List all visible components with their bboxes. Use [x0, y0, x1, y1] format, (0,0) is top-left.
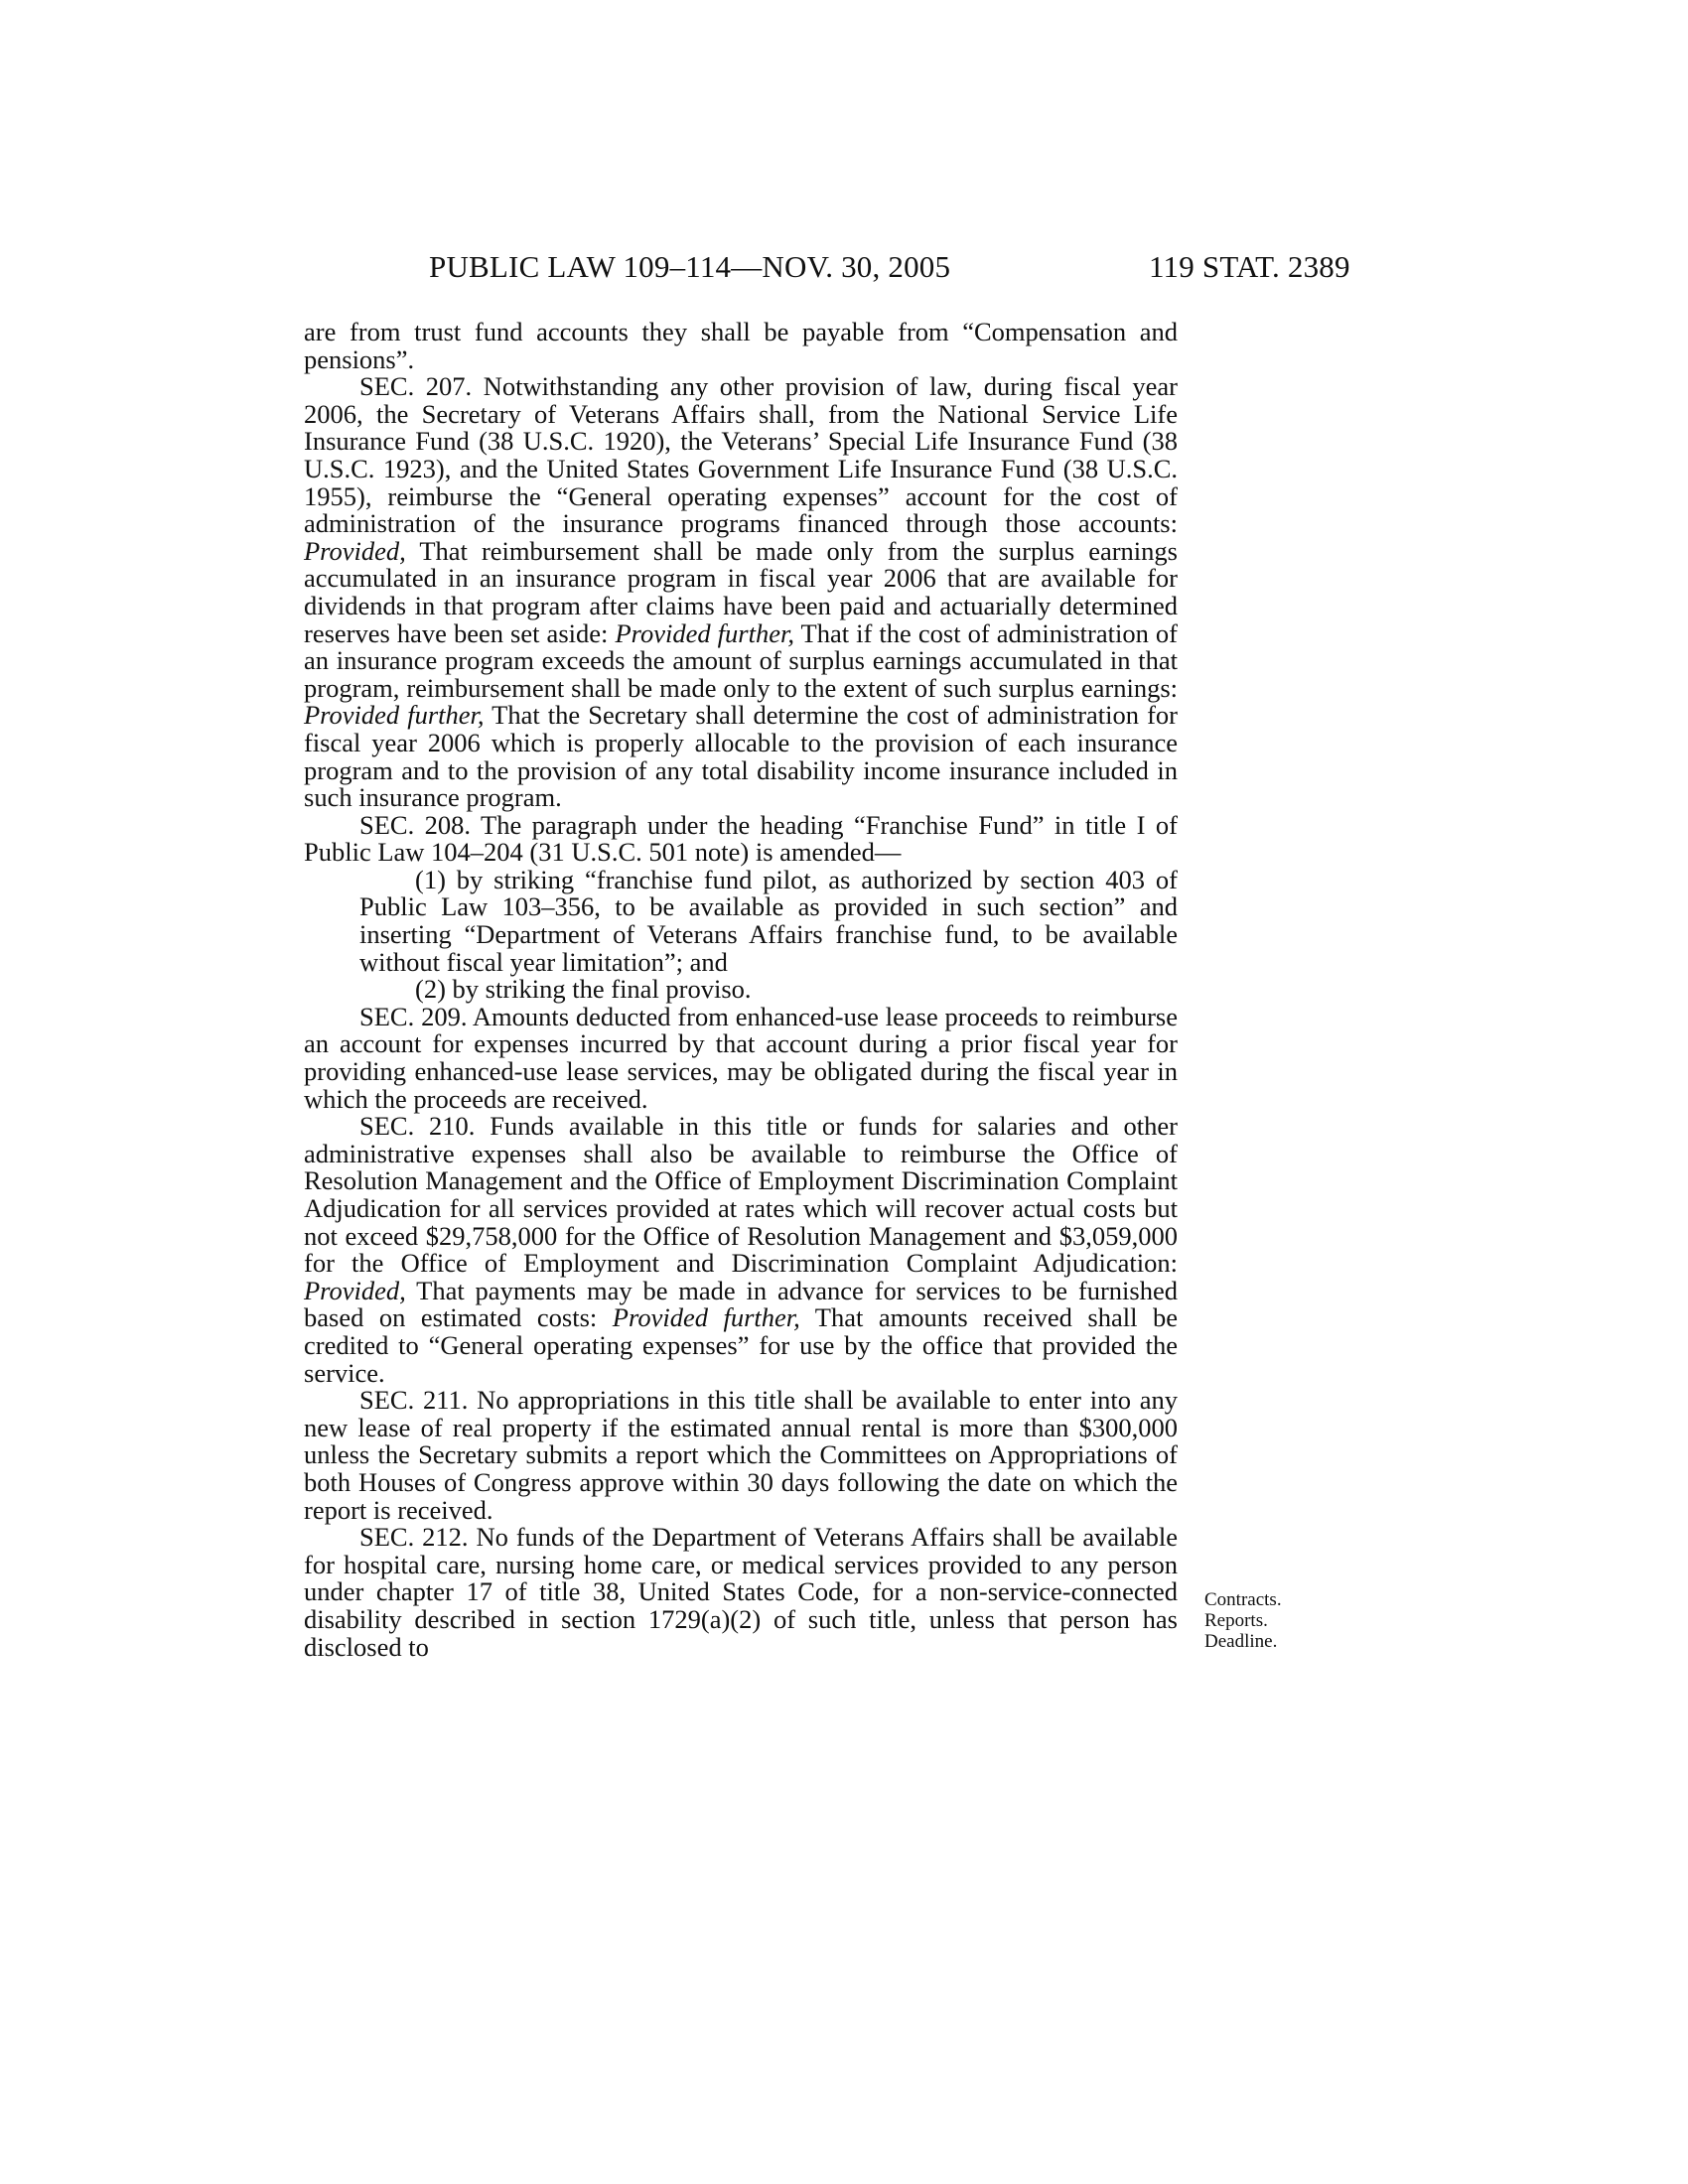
section-209 [304, 1001, 1178, 1114]
section-208-item-2: (2) by striking the final proviso. [415, 974, 752, 1005]
section-210 [304, 1113, 1178, 1387]
section-207-text-d: That the Secretary shall determine the cost of administration for fiscal year 2006 which is properly allocable to the provision of each insurance program and to the provision of any total disability income insurance included in such insurance program. [304, 700, 1178, 813]
section-208 [304, 809, 1178, 868]
section-207 [304, 373, 1178, 812]
section-209-text: Amounts deducted from enhanced-use lease proceeds to reimburse an account for expenses incurred by that account during a prior fiscal year for providing enhanced-use lease services, may be obligated during the fiscal year in which the proceeds are received. [304, 1001, 1178, 1114]
section-207-proviso-2: Provided further, [615, 617, 794, 648]
section-212-label: SEC. 212. [359, 1522, 469, 1553]
section-207-text-a: Notwithstanding any other provision of law, during fiscal year 2006, the Secretary of Veterans Affairs shall, from the National Service Life Insurance Fund (38 U.S.C. 1920), the Veterans’ Special Life Insurance Fund (38 U.S.C. 1923), and the United States Government Life Insurance Fund (38 U.S.C. 1955), reimburse the “General operating expenses” account for the cost of administration of the insurance programs financed through those accounts: [304, 371, 1179, 539]
section-210-text-b: That payments may be made in advance for services to be furnished based on estimated costs: [304, 1275, 1178, 1333]
section-210-proviso-2: Provided further, [612, 1302, 800, 1333]
section-211-label: SEC. 211. [359, 1385, 469, 1416]
section-210-label: SEC. 210. [359, 1111, 476, 1142]
margin-note-deadline: Deadline. [1204, 1631, 1278, 1652]
margin-note-contracts: Contracts. [1204, 1589, 1282, 1610]
section-208-text: The paragraph under the heading “Franchise Fund” in title I of Public Law 104–204 (31 U.S.C. 501 note) is amended— [304, 809, 1178, 868]
section-208-item-1: (1) by striking “franchise fund pilot, as authorized by section 403 of Public Law 103–356, to be available as provided in such section” and inserting “Department of Veterans Affairs franchise fund, to be available without fiscal year limitation”; and [359, 864, 1178, 977]
page-header-title: PUBLIC LAW 109–114—NOV. 30, 2005 [429, 249, 951, 284]
page-header-stat: 119 STAT. 2389 [1149, 249, 1350, 284]
statute-body [304, 319, 1178, 1661]
section-208-label: SEC. 208. [359, 809, 472, 840]
section-210-text-a: Funds available in this title or funds for salaries and other administrative expenses shall also be available to reimburse the Office of Resolution Management and the Office of Employment Discrimination Complaint Adjudication for all services provided at rates which will recover actual costs but not exceed $29,758,000 for the Office of Resolution Management and $3,059,000 for the Office of Employment and Discrimination Complaint Adjudication: [304, 1111, 1178, 1279]
section-212 [304, 1524, 1178, 1661]
section-211-text: No appropriations in this title shall be available to enter into any new lease of real property if the estimated annual rental is more than $300,000 unless the Secretary submits a report which the Committees on Appropriations of both Houses of Congress approve within 30 days following the date on which the report is received. [304, 1385, 1178, 1525]
section-207-text-b: That reimbursement shall be made only from the surplus earnings accumulated in an insurance program in fiscal year 2006 that are available for dividends in that program after claims have been paid and actuarially determined reserves have been set aside: [304, 535, 1178, 648]
margin-note-reports: Reports. [1204, 1610, 1268, 1631]
section-212-text: No funds of the Department of Veterans Affairs shall be available for hospital care, nursing home care, or medical services provided to any person under chapter 17 of title 38, United States Code, for a non-service-connected disability described in section 1729(a)(2) of such title, unless that person has disclosed to [304, 1522, 1178, 1662]
section-211 [304, 1387, 1178, 1524]
section-207-text-c: That if the cost of administration of an insurance program exceeds the amount of surplus earnings accumulated in that program, reimbursement shall be made only to the extent of such surplus earnings: [304, 617, 1178, 703]
section-207-proviso-3: Provided further, [304, 700, 485, 731]
section-210-text-c: That amounts received shall be credited to “General operating expenses” for use by the office that provided the service. [304, 1302, 1178, 1388]
margin-note [1204, 1589, 1282, 1652]
section-207-label: SEC. 207. [359, 371, 473, 402]
section-207-proviso-1: Provided, [304, 535, 406, 566]
section-209-label: SEC. 209. [359, 1001, 468, 1031]
section-210-proviso-1: Provided, [304, 1275, 406, 1305]
continuation-paragraph: are from trust fund accounts they shall be payable from “Compensation and pensions”. [304, 317, 1178, 374]
